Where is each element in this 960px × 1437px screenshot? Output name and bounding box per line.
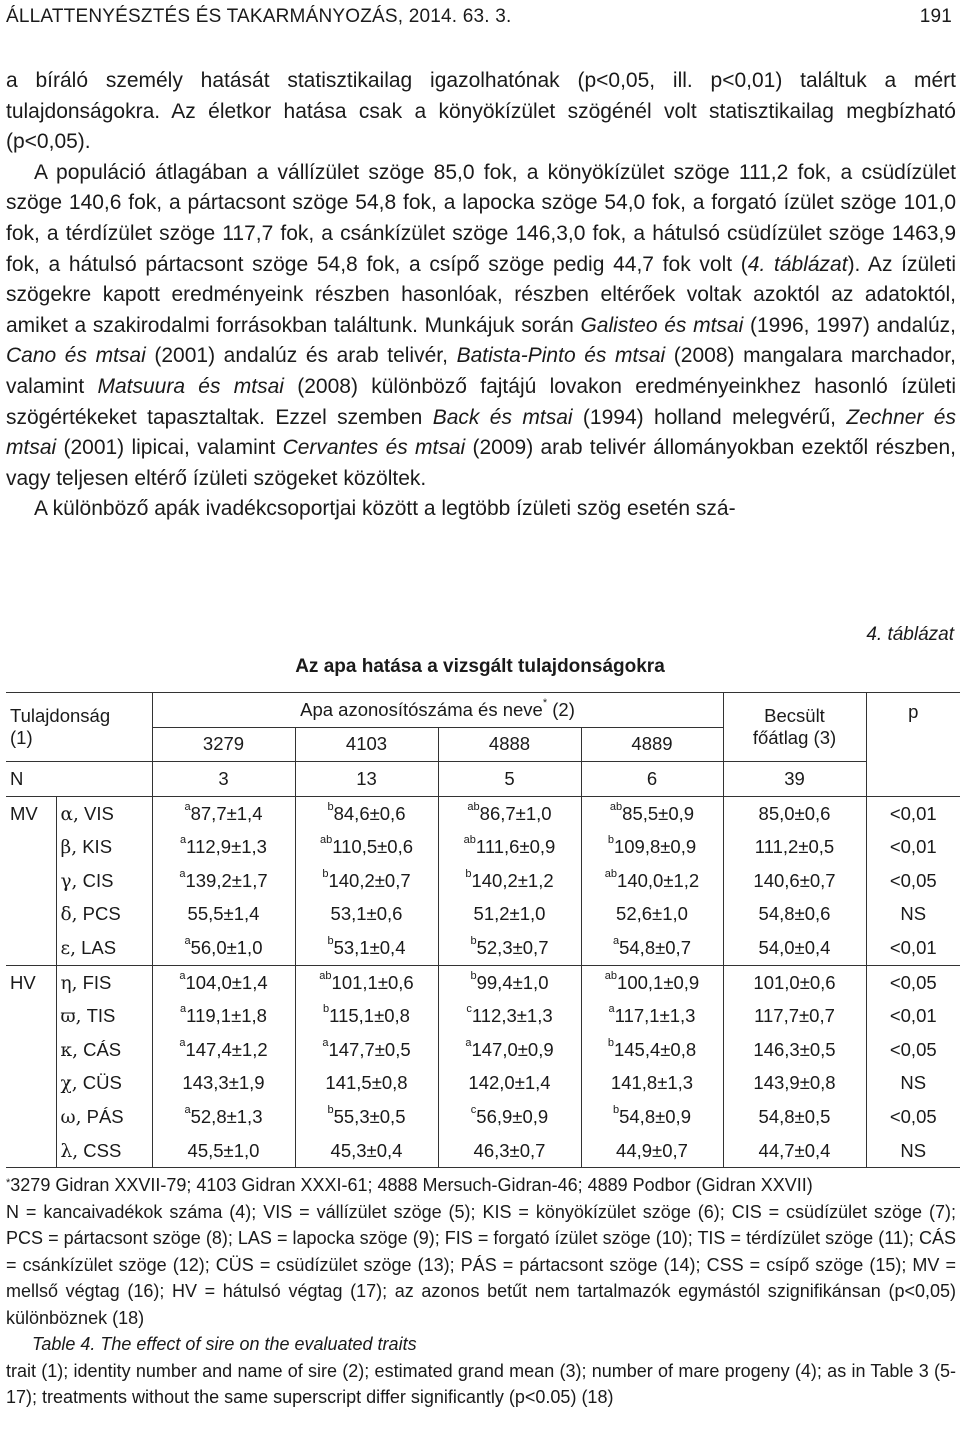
p-value-cell: <0,01 xyxy=(889,1005,937,1027)
table-row xyxy=(6,1134,960,1168)
table-footnotes xyxy=(6,1172,956,1411)
trait-label: γ, CIS xyxy=(56,864,152,898)
sire-mean-cell: $^a$139,2±1,7 xyxy=(152,864,295,898)
english-legend: trait (1); identity number and name of sire (2); estimated grand mean (3); number of mare progeny (4); as in Table 3 (5-17); treatments without the same superscript differ significantly (p<0.05) (18) xyxy=(6,1360,956,1407)
sire-mean-cell: 142,0±1,4 xyxy=(438,1067,581,1101)
sire-mean-cell: $^b$52,3±0,7 xyxy=(438,931,581,965)
estimated-mean-cell: 85,0±0,6 xyxy=(723,796,866,830)
sire-mean-cell: $^a$87,7±1,4 xyxy=(152,796,295,830)
journal-title: ÁLLATTENYÉSZTÉS ÉS TAKARMÁNYOZÁS, 2014. 63. 3. xyxy=(6,6,512,27)
trait-label: β, KIS xyxy=(56,830,152,864)
sire-id: 4889 xyxy=(581,727,723,762)
sire-mean-cell: $^{ab}$111,6±0,9 xyxy=(438,830,581,864)
estimated-mean-cell: 101,0±0,6 xyxy=(723,965,866,999)
estimated-mean-cell: 143,9±0,8 xyxy=(723,1067,866,1101)
sire-mean-cell: $^a$117,1±1,3 xyxy=(581,999,723,1033)
p-value-cell: <0,05 xyxy=(889,1105,937,1127)
p-value-cell: <0,01 xyxy=(889,802,937,824)
trait-label: ϖ, TIS xyxy=(56,999,152,1033)
table-row xyxy=(6,796,960,830)
footnote-abbreviations: N = kancaivadékok száma (4); VIS = vállízület szöge (5); KIS = könyökízület szöge (6); CIS = csüdízület szöge (7); PCS = pártacsont szöge (8); LAS = lapocka szöge (9); FIS = forgató ízület szöge (10); TIS = térdízület szöge (11); CÁS = csánkízület szöge (12); CÜS = csüdízület szöge (13); PÁS = pártacsont szöge (14); CSS = csípő szöge (15); MV = mellső végtag (16); HV = hátulsó végtag (17); az azonos betűt nem tartalmazók egymástól szignifikánsan (p<0,05) különböznek (18) xyxy=(6,1201,956,1328)
header-trait: Tulajdonság (1) xyxy=(6,693,152,762)
sire-mean-cell: 53,1±0,6 xyxy=(295,898,438,932)
estimated-mean-cell: 140,6±0,7 xyxy=(723,864,866,898)
estimated-mean-cell: 54,8±0,6 xyxy=(723,898,866,932)
table-row xyxy=(6,931,960,965)
trait-label: ω, PÁS xyxy=(56,1100,152,1134)
sire-mean-cell: $^b$53,1±0,4 xyxy=(295,931,438,965)
sire-mean-cell: 44,9±0,7 xyxy=(581,1134,723,1168)
n-value: 6 xyxy=(581,762,723,797)
sire-mean-cell: $^b$140,2±0,7 xyxy=(295,864,438,898)
sire-mean-cell: 45,3±0,4 xyxy=(295,1134,438,1168)
sire-id: 4103 xyxy=(295,727,438,762)
sire-mean-cell: $^a$147,0±0,9 xyxy=(438,1033,581,1067)
sire-mean-cell: 52,6±1,0 xyxy=(581,898,723,932)
sire-mean-cell: $^b$54,8±0,9 xyxy=(581,1100,723,1134)
p-value-cell: NS xyxy=(900,903,927,925)
n-value: 5 xyxy=(438,762,581,797)
citation: Batista-Pinto és mtsai xyxy=(456,344,666,368)
sire-mean-cell: $^b$55,3±0,5 xyxy=(295,1100,438,1134)
table-row xyxy=(6,864,960,898)
table-row xyxy=(6,898,960,932)
sire-effect-table xyxy=(6,692,960,1168)
estimated-mean-cell: 111,2±0,5 xyxy=(723,830,866,864)
table-row xyxy=(6,1100,960,1134)
sire-mean-cell: $^{ab}$86,7±1,0 xyxy=(438,796,581,830)
sire-mean-cell: $^a$52,8±1,3 xyxy=(152,1100,295,1134)
citation: Galisteo és mtsai xyxy=(580,313,744,337)
sire-mean-cell: 46,3±0,7 xyxy=(438,1134,581,1168)
trait-label: η, FIS xyxy=(56,965,152,999)
p-value-cell: NS xyxy=(900,1072,927,1094)
sire-mean-cell: $^b$145,4±0,8 xyxy=(581,1033,723,1067)
paragraph-1: a bíráló személy hatását statisztikailag igazolhatónak (p<0,05, ill. p<0,01) találtuk a mért tulajdonságokra. Az életkor hatása csak a könyökízület szögénél volt statisztikailag megbízható (p<0,05). xyxy=(6,69,956,154)
sire-mean-cell: 55,5±1,4 xyxy=(152,898,295,932)
sire-mean-cell: $^a$104,0±1,4 xyxy=(152,965,295,999)
p-value-cell: <0,05 xyxy=(889,1038,937,1060)
sire-mean-cell: $^b$84,6±0,6 xyxy=(295,796,438,830)
header-estimated-mean: Becsült főátlag (3) xyxy=(723,693,866,762)
sire-id: 4888 xyxy=(438,727,581,762)
table-row xyxy=(6,1067,960,1101)
p-value-cell: <0,05 xyxy=(889,971,937,993)
english-table-title: Table 4. The effect of sire on the evaluated traits xyxy=(32,1334,417,1354)
sire-mean-cell: $^{ab}$85,5±0,9 xyxy=(581,796,723,830)
sire-mean-cell: $^{ab}$101,1±0,6 xyxy=(295,965,438,999)
sire-id: 3279 xyxy=(152,727,295,762)
sire-mean-cell: $^c$56,9±0,9 xyxy=(438,1100,581,1134)
table-title: Az apa hatása a vizsgált tulajdonságokra xyxy=(295,656,665,677)
article-body xyxy=(6,66,956,525)
table-number: 4. táblázat xyxy=(866,624,954,645)
trait-label: κ, CÁS xyxy=(56,1033,152,1067)
limb-group: MV xyxy=(6,796,56,965)
trait-label: δ, PCS xyxy=(56,898,152,932)
p-value-cell: NS xyxy=(866,1134,960,1168)
sire-mean-cell: $^{ab}$140,0±1,2 xyxy=(581,864,723,898)
table-row xyxy=(6,965,960,999)
sire-mean-cell: $^{ab}$110,5±0,6 xyxy=(295,830,438,864)
paragraph-3: A különböző apák ivadékcsoportjai között a legtöbb ízületi szög esetén szá- xyxy=(34,497,736,521)
sire-mean-cell: $^b$140,2±1,2 xyxy=(438,864,581,898)
sire-mean-cell: $^{ab}$100,1±0,9 xyxy=(581,965,723,999)
footnote-sires: *3279 Gidran XXVII-79; 4103 Gidran XXXI-61; 4888 Mersuch-Gidran-46; 4889 Podbor (Gidran XXVII) xyxy=(6,1175,813,1195)
p-value-cell: <0,01 xyxy=(866,931,960,965)
sire-mean-cell: $^b$99,4±1,0 xyxy=(438,965,581,999)
estimated-mean-cell: 54,8±0,5 xyxy=(723,1100,866,1134)
p-value-cell: <0,01 xyxy=(889,836,937,858)
paragraph-2: A populáció átlagában a vállízület szöge 85,0 fok, a könyökízület szöge 111,2 fok, a csüdízület szöge 140,6 fok, a pártacsont szöge 54,8 fok, a lapocka szöge 54,0 fok, a forgató ízület szöge 101,0 fok, a térdízület szöge 117,7 fok, a csánkízület szöge 146,3,0 fok, a hátulsó csüdízület szöge 1463,9 fok, a hátulsó pártacsont szöge 54,8 fok, a csípő szöge pedig 44,7 fok volt (4. táblázat). Az ízületi szögekre kapott eredményeink részben hasonlóak, részben eltérőek voltak azoktól az adatoktól, amiket a szakirodalmi forrásokban találtunk. Munkájuk során Galisteo és mtsai (1996, 1997) andalúz, Cano és mtsai (2001) andalúz és arab telivér, Batista-Pinto és mtsai (2008) mangalara marchador, valamint Matsuura és mtsai (2008) különböző fajtájú lovakon eredményeinkhez hasonló ízületi szögértékeket tapasztaltak. Ezzel szemben Back és mtsai (1994) holland melegvérű, Zechner és mtsai (2001) lipicai, valamint Cervantes és mtsai (2009) arab telivér állományokban ezektől részben, vagy teljesen eltérő ízületi szögeket közöltek. xyxy=(6,160,957,490)
estimated-mean-cell: 117,7±0,7 xyxy=(723,999,866,1033)
table-row xyxy=(6,999,960,1033)
citation: Cano és mtsai xyxy=(6,344,146,368)
header-sire: Apa azonosítószáma és neve* (2) xyxy=(152,693,723,728)
p-value-cell: <0,05 xyxy=(889,869,937,891)
page-number: 191 xyxy=(919,6,952,27)
sire-mean-cell: $^a$119,1±1,8 xyxy=(152,999,295,1033)
n-label: N xyxy=(6,762,152,797)
sire-mean-cell: $^a$56,0±1,0 xyxy=(152,931,295,965)
header-p: p xyxy=(866,693,960,797)
sire-mean-cell: $^b$115,1±0,8 xyxy=(295,999,438,1033)
running-header xyxy=(6,6,954,32)
n-value: 3 xyxy=(152,762,295,797)
table-reference: 4. táblázat xyxy=(747,252,848,276)
limb-group: HV xyxy=(6,965,56,1168)
sire-mean-cell: 51,2±1,0 xyxy=(438,898,581,932)
estimated-mean-cell: 54,0±0,4 xyxy=(723,931,866,965)
table-row xyxy=(6,830,960,864)
trait-label: ε, LAS xyxy=(56,931,152,965)
sire-mean-cell: $^a$54,8±0,7 xyxy=(581,931,723,965)
table-row xyxy=(6,1033,960,1067)
sire-mean-cell: 45,5±1,0 xyxy=(152,1134,295,1168)
sire-mean-cell: $^b$109,8±0,9 xyxy=(581,830,723,864)
n-value: 13 xyxy=(295,762,438,797)
citation: Zechner és mtsai xyxy=(6,405,956,460)
sire-mean-cell: 141,8±1,3 xyxy=(581,1067,723,1101)
citation: Cervantes és mtsai xyxy=(282,436,466,460)
sire-mean-cell: $^a$147,7±0,5 xyxy=(295,1033,438,1067)
sire-mean-cell: 143,3±1,9 xyxy=(152,1067,295,1101)
estimated-mean-cell: 44,7±0,4 xyxy=(723,1134,866,1168)
estimated-mean-cell: 146,3±0,5 xyxy=(723,1033,866,1067)
trait-label: λ, CSS xyxy=(56,1134,152,1168)
citation: Back és mtsai xyxy=(432,405,573,429)
citation: Matsuura és mtsai xyxy=(97,374,284,398)
sire-mean-cell: $^a$147,4±1,2 xyxy=(152,1033,295,1067)
sire-mean-cell: $^a$112,9±1,3 xyxy=(152,830,295,864)
n-value: 39 xyxy=(723,762,866,797)
trait-label: α, VIS xyxy=(56,796,152,830)
sire-mean-cell: $^c$112,3±1,3 xyxy=(438,999,581,1033)
sire-mean-cell: 141,5±0,8 xyxy=(295,1067,438,1101)
trait-label: χ, CÜS xyxy=(56,1067,152,1101)
